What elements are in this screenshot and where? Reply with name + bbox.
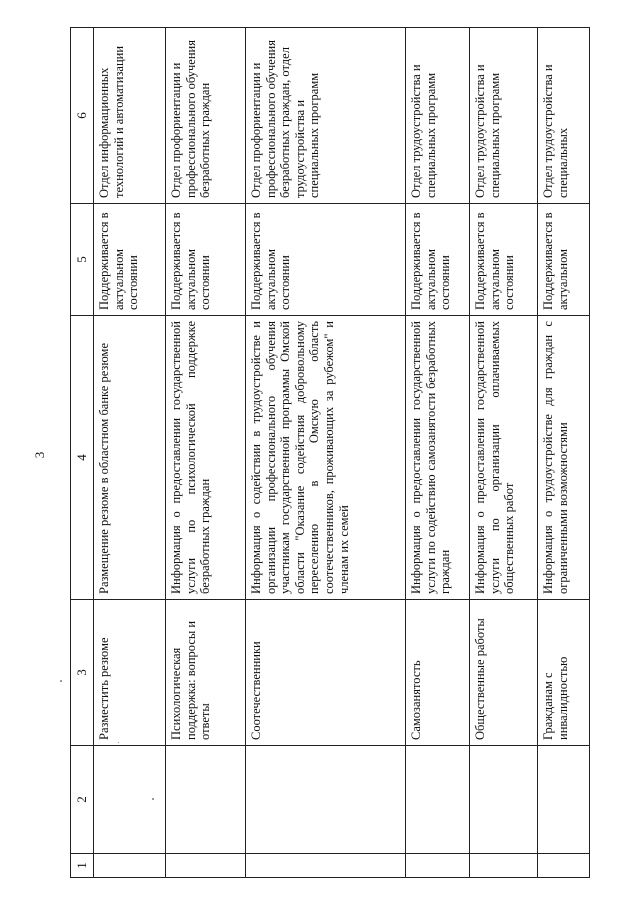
column-header-5: 5 [71, 204, 94, 316]
services-table [70, 27, 590, 878]
cell-status: Поддерживается в актуальном состоянии [166, 204, 246, 316]
cell-section [246, 746, 406, 854]
cell-section [538, 746, 590, 854]
cell-status: Поддерживается в актуальном состоянии [246, 204, 406, 316]
page-number: 3 [32, 451, 47, 459]
cell-content: Информация о содействии в трудоустройстве и организации профессионального обучения участникам государственной программы Омской области "Оказание содействия добровольному переселению в Омскую область соотечественников, проживающих за рубежом" и членам их семей [246, 316, 406, 600]
cell-status: Поддерживается в актуальном [538, 204, 590, 316]
cell-number [406, 854, 470, 878]
cell-status: Поддерживается в актуальном состоянии [470, 204, 538, 316]
cell-content: Информация о предоставлении государственной услуги по организации оплачиваемых общественных работ [470, 316, 538, 600]
cell-number [94, 854, 166, 878]
cell-content: Информация о трудоустройстве для граждан с ограниченными возможностями [538, 316, 590, 600]
cell-department: Отдел трудоустройства и специальных программ [406, 28, 470, 204]
cell-section [166, 746, 246, 854]
cell-number [246, 854, 406, 878]
cell-number [470, 854, 538, 878]
cell-subsection: Разместить резюме [94, 600, 166, 746]
cell-content: Размещение резюме в областном банке резюме [94, 316, 166, 600]
cell-status: Поддерживается в актуальном состоянии [406, 204, 470, 316]
column-header-1: 1 [71, 854, 94, 878]
cell-subsection: Гражданам с инвалидностью [538, 600, 590, 746]
cell-subsection: Соотечественники [246, 600, 406, 746]
table-row [94, 28, 166, 878]
table-row [246, 28, 406, 878]
cell-status: Поддерживается в актуальном состоянии [94, 204, 166, 316]
cell-section [470, 746, 538, 854]
column-header-4: 4 [71, 316, 94, 600]
rotated-table-container [70, 28, 590, 878]
table-row [538, 28, 590, 878]
cell-section [406, 746, 470, 854]
scan-speck [60, 680, 62, 682]
cell-department: Отдел профориентации и профессионального обучения безработных граждан, отдел трудоустройства и специальных программ [246, 28, 406, 204]
scan-speck [152, 798, 154, 800]
cell-subsection: Общественные работы [470, 600, 538, 746]
table-row [406, 28, 470, 878]
table-header-row [71, 28, 94, 878]
column-header-3: 3 [71, 600, 94, 746]
cell-department: Отдел трудоустройства и специальных [538, 28, 590, 204]
table-row [470, 28, 538, 878]
cell-content: Информация о предоставлении государственной услуги по психологической поддержке безработных граждан [166, 316, 246, 600]
cell-department: Отдел профориентации и профессионального обучения безработных граждан [166, 28, 246, 204]
scan-speck [118, 742, 119, 743]
cell-content: Информация о предоставлении государственной услуги по содействию самозанятости безработных граждан [406, 316, 470, 600]
column-header-6: 6 [71, 28, 94, 204]
cell-section [94, 746, 166, 854]
cell-subsection: Психологическая поддержка: вопросы и ответы [166, 600, 246, 746]
cell-department: Отдел трудоустройства и специальных программ [470, 28, 538, 204]
cell-number [166, 854, 246, 878]
cell-number [538, 854, 590, 878]
cell-department: Отдел информационных технологий и автоматизации [94, 28, 166, 204]
cell-subsection: Самозанятость [406, 600, 470, 746]
column-header-2: 2 [71, 746, 94, 854]
table-row [166, 28, 246, 878]
